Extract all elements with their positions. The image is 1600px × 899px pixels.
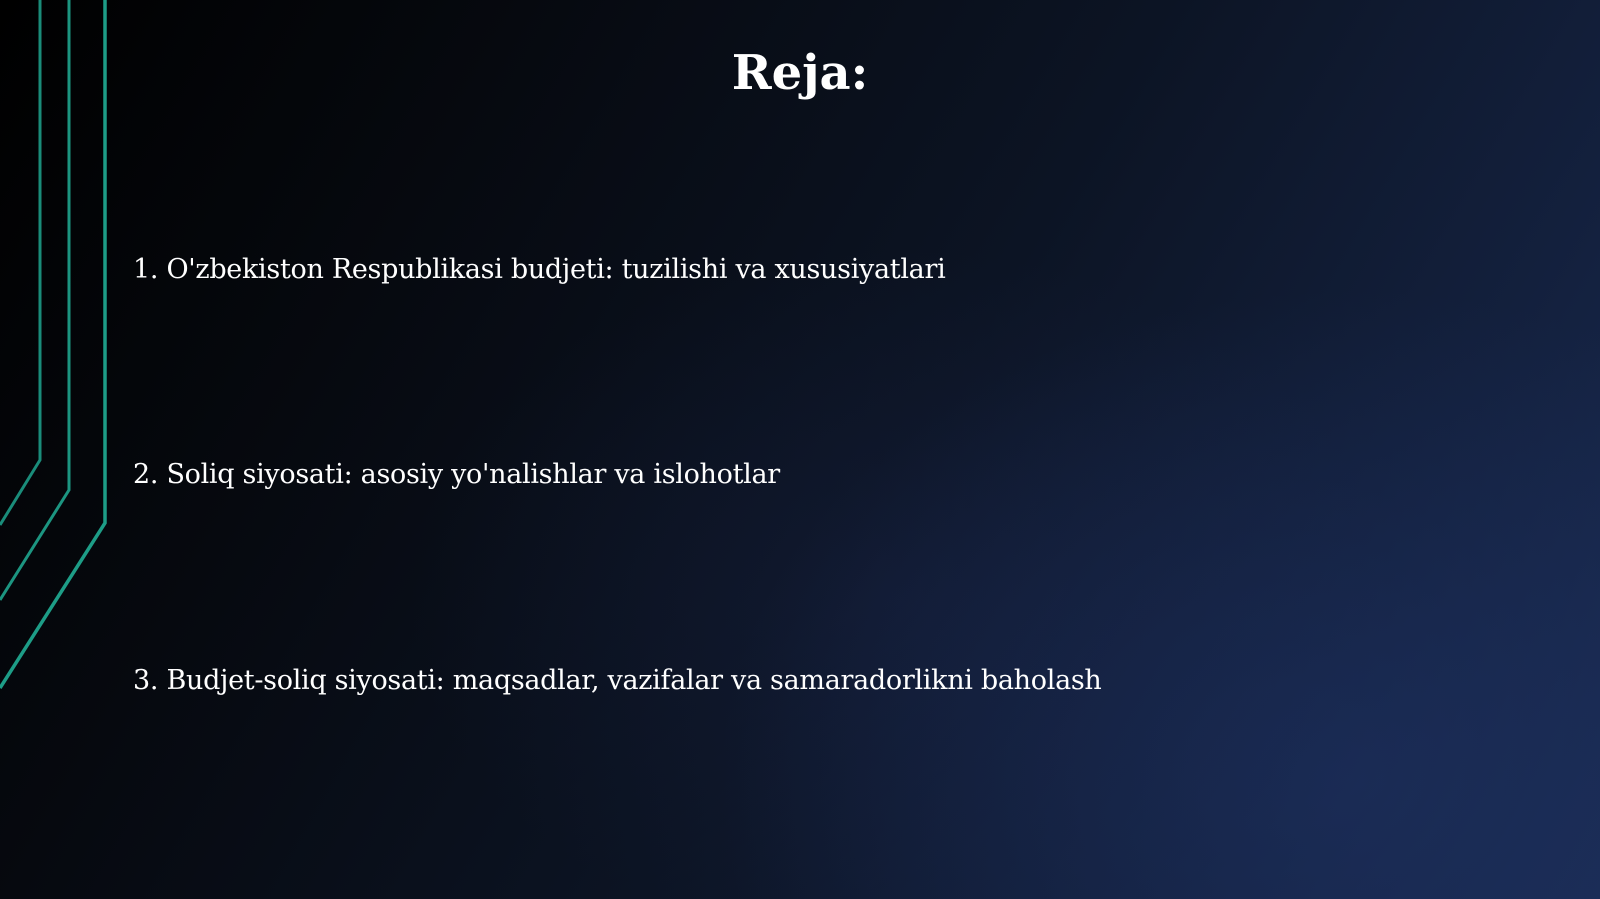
decorative-accent-lines [0,0,120,899]
slide-title: Reja: [731,45,869,101]
agenda-item-1: 1. O'zbekiston Respublikasi budjeti: tuzilishi va xususiyatlari [133,254,946,285]
agenda-item-2: 2. Soliq siyosati: asosiy yo'nalishlar va islohotlar [133,459,780,490]
agenda-item-3: 3. Budjet-soliq siyosati: maqsadlar, vazifalar va samaradorlikni baholash [133,665,1102,696]
